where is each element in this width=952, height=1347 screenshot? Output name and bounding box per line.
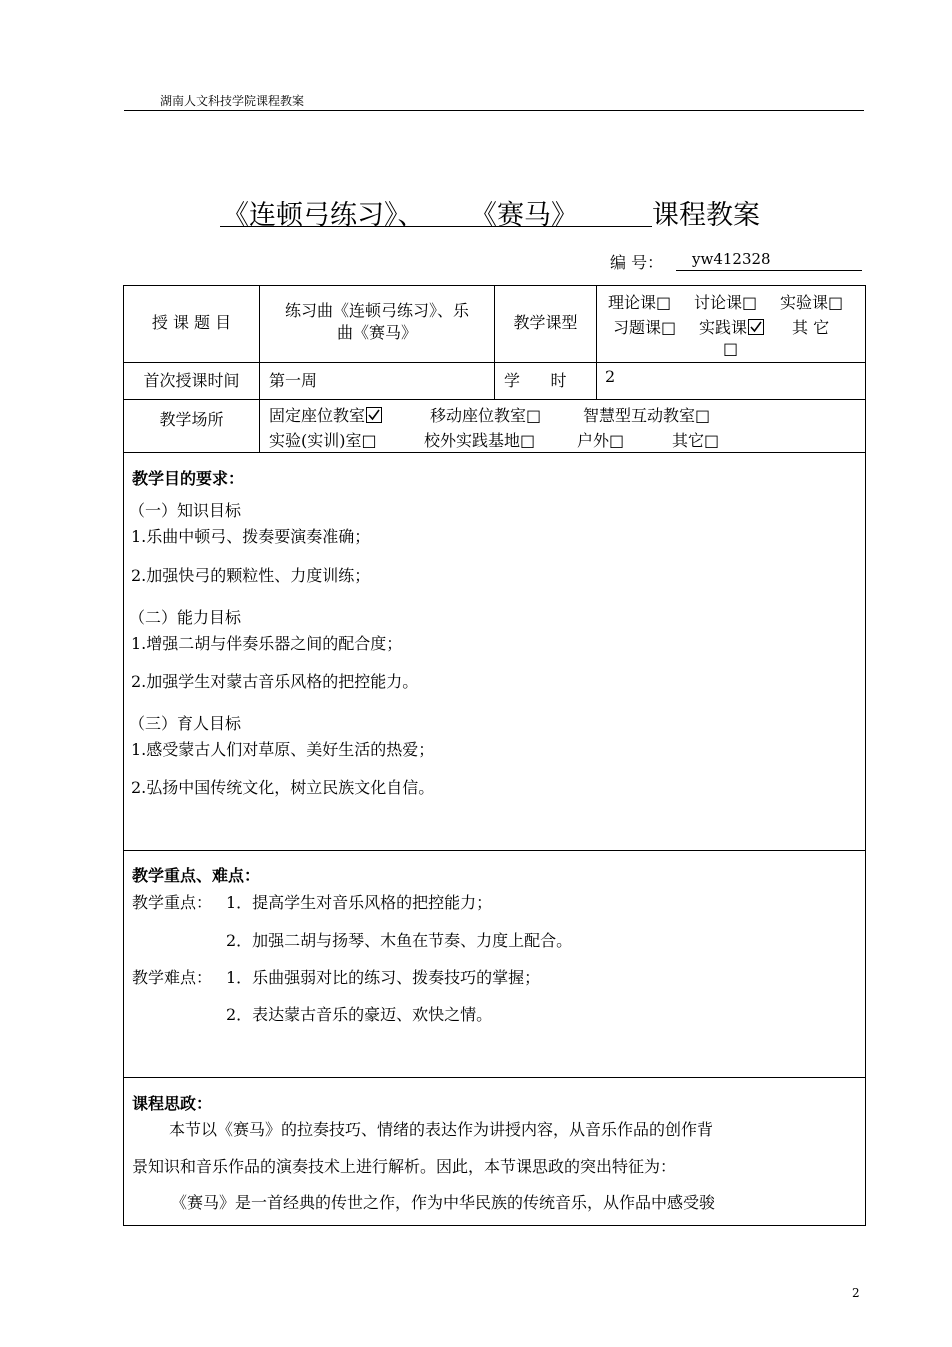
venue-mobile-label: 移动座位教室: [430, 406, 527, 425]
objectives-heading: 教学目的要求：: [132, 469, 245, 488]
topic-label: 授 课 题 目: [151, 313, 232, 332]
venue-label: 教学场所: [159, 410, 224, 429]
title-part3: 课程教案: [652, 200, 760, 231]
option-other[interactable]: [792, 315, 829, 338]
first-session-label: 首次授课时间: [143, 371, 240, 390]
ability-goal-heading: （二）能力目标: [129, 608, 242, 627]
moral-goal-2: 2.弘扬中国传统文化，树立民族文化自信。: [131, 778, 435, 797]
venue-fixed-label: 固定座位教室: [269, 406, 366, 425]
option-other-label: 其 它: [792, 318, 830, 337]
topic-line-2: 曲《赛马》: [336, 323, 417, 342]
key-points-label: 教学重点：: [132, 893, 213, 912]
venue-lab[interactable]: 实验(实训)室□: [269, 431, 377, 450]
venue-outdoor-label: 户外: [577, 431, 610, 450]
title-part1: 《连顿弓练习》、: [222, 200, 425, 231]
class-hours-label: 学 时: [504, 371, 567, 390]
ideology-line-2: 景知识和音乐作品的演奏技术上进行解析。因此，本节课思政的突出特征为：: [132, 1157, 677, 1176]
key-points-heading: 教学重点、难点：: [132, 866, 261, 885]
topic-value: [262, 300, 492, 344]
column-divider: [259, 285, 260, 452]
row-divider: [123, 399, 866, 400]
venue-mobile[interactable]: 移动座位教室□: [430, 406, 542, 425]
ability-goal-1: 1.增强二胡与伴奏乐器之间的配合度；: [131, 634, 403, 653]
moral-goal-heading: （三）育人目标: [129, 714, 242, 733]
moral-goal-1: 1.感受蒙古人们对草原、美好生活的热爱；: [131, 740, 435, 759]
option-exercise-label: 习题课: [613, 318, 662, 337]
title-underline: [220, 226, 652, 227]
row-divider: [123, 452, 866, 453]
key-point-2: 2．加强二胡与扬琴、木鱼在节奏、力度上配合。: [226, 931, 573, 950]
page-number: 2: [852, 1286, 860, 1300]
running-header: 湖南人文科技学院课程教案: [160, 94, 305, 108]
class-hours-value: 2: [605, 367, 616, 386]
difficulties-label: 教学难点：: [132, 968, 213, 987]
option-discussion[interactable]: 讨论课□: [694, 293, 758, 312]
doc-number-label: 编 号：: [610, 253, 664, 272]
ability-goal-2: 2.加强学生对蒙古音乐风格的把控能力。: [131, 672, 419, 691]
option-other-checkbox[interactable]: □: [723, 339, 739, 358]
option-practice-label: 实践课: [699, 318, 748, 337]
difficulty-2: 2．表达蒙古音乐的豪迈、欢快之情。: [226, 1005, 493, 1024]
venue-base[interactable]: 校外实践基地□: [424, 431, 536, 450]
option-lecture-label: 理论课: [608, 293, 657, 312]
option-experiment-label: 实验课: [780, 293, 829, 312]
column-divider: [596, 285, 597, 399]
page-title: [0, 193, 952, 233]
key-point-1: 1．提高学生对音乐风格的把控能力；: [226, 893, 493, 912]
venue-other-label: 其它: [672, 431, 705, 450]
first-session-value: 第一周: [269, 371, 318, 390]
checked-checkbox-icon: [366, 407, 382, 423]
knowledge-goal-heading: （一）知识目标: [129, 501, 242, 520]
venue-smart[interactable]: 智慧型互动教室□: [583, 406, 711, 425]
venue-other[interactable]: 其它□: [672, 431, 720, 450]
doc-number-underline: [676, 270, 862, 271]
course-type-label: 教学课型: [513, 313, 578, 332]
ideology-line-3: 《赛马》是一首经典的传世之作，作为中华民族的传统音乐，从作品中感受骏: [171, 1193, 716, 1212]
topic-line-1: 练习曲《连顿弓练习》、乐: [284, 301, 469, 320]
option-discussion-label: 讨论课: [694, 293, 743, 312]
knowledge-goal-1: 1.乐曲中顿弓、拨奏要演奏准确；: [131, 527, 371, 546]
checked-checkbox-icon: [748, 319, 764, 335]
knowledge-goal-2: 2.加强快弓的颗粒性、力度训练；: [131, 566, 371, 585]
header-rule: [124, 110, 864, 111]
doc-number-value: yw412328: [692, 250, 771, 268]
row-divider: [123, 1077, 866, 1078]
option-practice[interactable]: [699, 315, 764, 338]
ideology-line-1: 本节以《赛马》的拉奏技巧、情绪的表达作为讲授内容，从音乐作品的创作背: [169, 1120, 714, 1139]
venue-base-label: 校外实践基地: [424, 431, 521, 450]
ideology-heading: 课程思政：: [132, 1094, 213, 1113]
venue-lab-label: 实验(实训)室: [269, 431, 362, 450]
row-divider: [123, 850, 866, 851]
option-experiment[interactable]: 实验课□: [780, 293, 844, 312]
title-part2: 《赛马》: [470, 200, 578, 231]
venue-smart-label: 智慧型互动教室: [583, 406, 696, 425]
difficulty-1: 1．乐曲强弱对比的练习、拨奏技巧的掌握；: [226, 968, 541, 987]
option-lecture[interactable]: 理论课□: [608, 293, 672, 312]
column-divider: [494, 285, 495, 399]
option-exercise[interactable]: 习题课□: [613, 318, 677, 337]
venue-fixed[interactable]: [269, 403, 382, 426]
venue-outdoor[interactable]: 户外□: [577, 431, 625, 450]
